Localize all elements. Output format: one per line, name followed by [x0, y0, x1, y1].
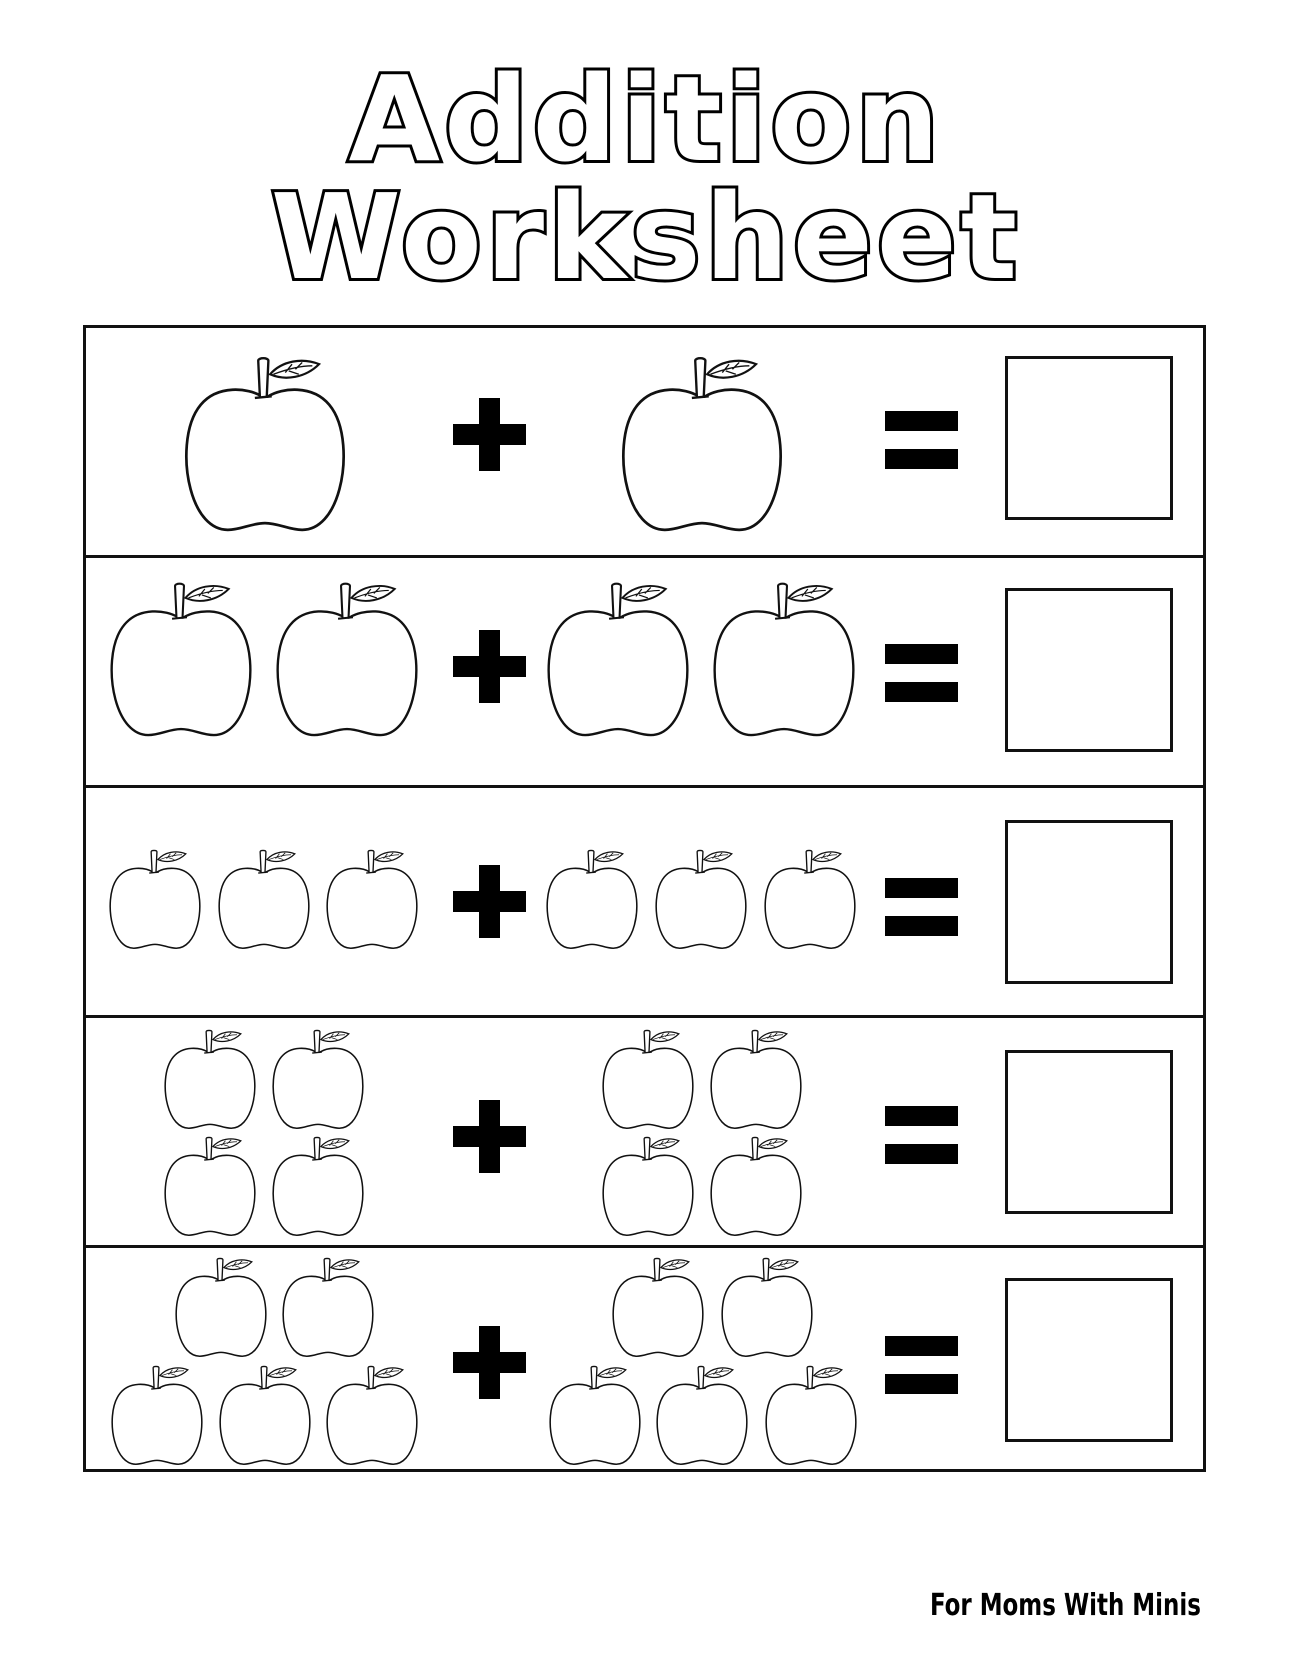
- apple-icon: [172, 1256, 270, 1362]
- apple-icon: [215, 848, 313, 954]
- plus-sign: [453, 1100, 526, 1173]
- apple-icon: [179, 354, 351, 540]
- footer-credit: For Moms With Minis: [930, 1588, 1201, 1623]
- plus-sign: [453, 865, 526, 938]
- apple-icon: [272, 580, 422, 744]
- equals-sign: [885, 1336, 958, 1394]
- apple-icon: [762, 1364, 860, 1470]
- equals-sign: [885, 644, 958, 702]
- plus-sign: [453, 630, 526, 703]
- apple-icon: [616, 354, 788, 540]
- apple-icon: [216, 1364, 314, 1470]
- apple-icon: [323, 1364, 421, 1470]
- apple-icon: [323, 848, 421, 954]
- apple-icon: [161, 1135, 259, 1241]
- page-title: Addition Worksheet: [270, 50, 1022, 306]
- plus-sign: [453, 1326, 526, 1399]
- apple-icon: [709, 580, 859, 744]
- problem-row-4: [86, 1018, 1203, 1248]
- answer-box-3[interactable]: [1005, 820, 1173, 984]
- apple-icon: [707, 1135, 805, 1241]
- answer-box-1[interactable]: [1005, 356, 1173, 520]
- apple-icon: [543, 580, 693, 744]
- answer-box-5[interactable]: [1005, 1278, 1173, 1442]
- apple-icon: [707, 1028, 805, 1134]
- worksheet-table: [83, 325, 1206, 1472]
- apple-icon: [161, 1028, 259, 1134]
- problem-row-5: [86, 1248, 1203, 1475]
- equals-sign: [885, 878, 958, 936]
- apple-icon: [599, 1028, 697, 1134]
- apple-icon: [269, 1135, 367, 1241]
- apple-icon: [279, 1256, 377, 1362]
- apple-icon: [106, 580, 256, 744]
- apple-icon: [106, 848, 204, 954]
- apple-icon: [546, 1364, 644, 1470]
- problem-row-1: [86, 328, 1203, 558]
- answer-box-2[interactable]: [1005, 588, 1173, 752]
- apple-icon: [652, 848, 750, 954]
- apple-icon: [543, 848, 641, 954]
- apple-icon: [718, 1256, 816, 1362]
- apple-icon: [761, 848, 859, 954]
- apple-icon: [108, 1364, 206, 1470]
- equals-sign: [885, 411, 958, 469]
- apple-icon: [609, 1256, 707, 1362]
- apple-icon: [269, 1028, 367, 1134]
- apple-icon: [653, 1364, 751, 1470]
- problem-row-2: [86, 558, 1203, 788]
- answer-box-4[interactable]: [1005, 1050, 1173, 1214]
- apple-icon: [599, 1135, 697, 1241]
- equals-sign: [885, 1106, 958, 1164]
- plus-sign: [453, 398, 526, 471]
- problem-row-3: [86, 788, 1203, 1018]
